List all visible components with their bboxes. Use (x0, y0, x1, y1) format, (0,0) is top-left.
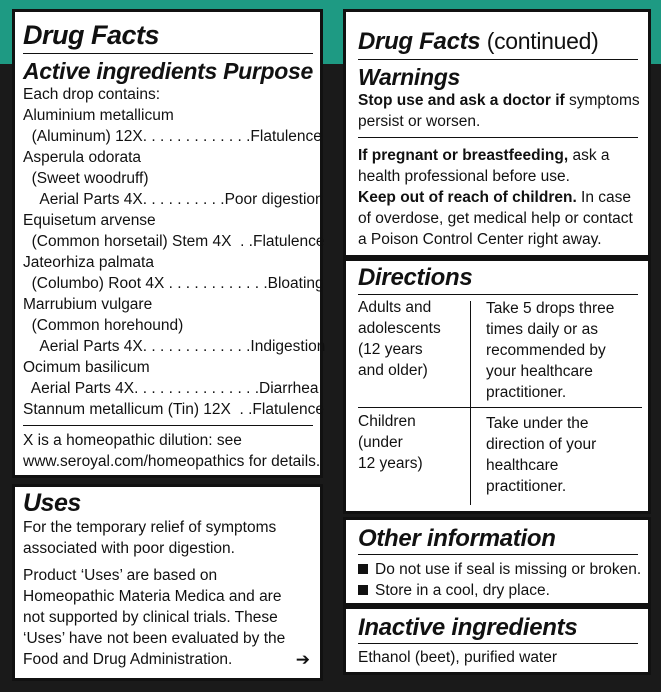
warnings-heading: Warnings (358, 64, 460, 90)
divider (358, 554, 638, 555)
children-dose-cell (486, 413, 596, 497)
list-item (358, 580, 638, 601)
pregnant-line2: health professional before use. (358, 168, 570, 185)
ingredient-row (23, 189, 324, 210)
keep-out-rest: In case (576, 189, 632, 206)
cell-line: (12 years (358, 341, 423, 358)
ingredient-purpose: Indigestion (250, 338, 326, 355)
list-item (358, 559, 642, 580)
cell-line: practitioner. (486, 384, 567, 401)
ingredient-row (23, 273, 324, 294)
dilution-note-line: www.seroyal.com/homeopathics for details. (23, 453, 321, 470)
ingredient-row (23, 315, 313, 336)
uses-line: ‘Uses’ have not been evaluated by the (23, 630, 286, 647)
cell-line: your healthcare (486, 363, 593, 380)
ingredient-text: (Sweet woodruff) (23, 170, 149, 187)
ingredient-row (23, 126, 322, 147)
divider (23, 425, 313, 426)
uses-line: For the temporary relief of symptoms (23, 519, 277, 536)
pregnant-line (358, 145, 638, 166)
directions-panel (343, 258, 651, 514)
list-item-text: Store in a cool, dry place. (375, 582, 550, 599)
ingredient-text: Jateorhiza palmata (23, 254, 154, 271)
ingredient-row (23, 336, 326, 357)
bullet-square-icon (358, 585, 368, 595)
active-ingredients-panel (12, 9, 326, 478)
ingredient-text: Marrubium vulgare (23, 296, 153, 313)
bullet-square-icon (358, 564, 368, 574)
cell-line: Take 5 drops three (486, 300, 615, 317)
cell-line: times daily or as (486, 321, 598, 338)
ingredient-row (23, 168, 313, 189)
ingredient-row (23, 210, 313, 231)
other-information-panel (343, 517, 651, 606)
ingredient-purpose: Diarrhea (259, 380, 319, 397)
drug-facts-title: Drug Facts (23, 20, 160, 50)
continue-arrow-icon: ➔ (295, 650, 310, 669)
cell-line: adolescents (358, 320, 441, 337)
ingredient-text: (Columbo) Root 4X . . . . . . . . . . . . (23, 275, 268, 292)
active-ingredients-header (23, 58, 313, 84)
cell-line: 12 years) (358, 455, 423, 472)
purpose-heading: Purpose (223, 58, 313, 84)
ingredient-text: Aluminium metallicum (23, 107, 174, 124)
divider (358, 643, 638, 644)
directions-table (358, 295, 638, 507)
table-vertical-rule (470, 301, 471, 505)
dilution-note-line: X is a homeopathic dilution: see (23, 432, 242, 449)
ingredient-purpose: Bloating (267, 275, 324, 292)
drug-facts-title: Drug Facts (358, 28, 481, 55)
adults-dose-cell (486, 298, 614, 403)
cell-line: practitioner. (486, 478, 567, 495)
ingredient-purpose: Flatulence (253, 233, 325, 250)
ingredient-row (23, 252, 313, 273)
cell-line: direction of your (486, 436, 597, 453)
ingredient-text: Asperula odorata (23, 149, 142, 166)
uses-line: Product ‘Uses’ are based on (23, 567, 218, 584)
cell-line: Take under the (486, 415, 589, 432)
ingredient-text: Equisetum arvense (23, 212, 156, 229)
inactive-ingredients-heading: Inactive ingredients (358, 614, 578, 641)
ingredient-row (23, 147, 313, 168)
ingredient-text: Aerial Parts 4X. . . . . . . . . . . . . . . (23, 380, 260, 397)
uses-line: not supported by clinical trials. These (23, 609, 278, 626)
adults-cell (358, 297, 441, 381)
ingredient-text: (Common horehound) (23, 317, 184, 334)
keep-out-line3: a Poison Control Center right away. (358, 231, 602, 248)
cell-line: healthcare (486, 457, 559, 474)
ingredient-text: Ocimum basilicum (23, 359, 150, 376)
other-information-heading: Other information (358, 525, 556, 552)
drug-facts-continued-title (358, 28, 638, 55)
stop-use-line (358, 90, 638, 111)
ingredient-text: Aerial Parts 4X. . . . . . . . . . . . . (23, 338, 251, 355)
uses-line: associated with poor digestion. (23, 540, 235, 557)
ingredient-text: Aerial Parts 4X. . . . . . . . . . (23, 191, 225, 208)
uses-heading: Uses (23, 489, 81, 517)
children-cell (358, 411, 423, 474)
ingredient-purpose: Flatulence (250, 128, 322, 145)
uses-panel (12, 484, 323, 681)
ingredient-row (23, 294, 313, 315)
divider (23, 53, 313, 54)
ingredient-row (23, 357, 313, 378)
each-drop-text: Each drop contains: (23, 86, 161, 103)
keep-out-line (358, 187, 638, 208)
ingredient-text: Stannum metallicum (Tin) 12X . . (23, 401, 253, 418)
pregnant-rest: ask a (568, 147, 610, 164)
uses-line: Homeopathic Materia Medica and are (23, 588, 282, 605)
inactive-ingredients-panel (343, 606, 651, 675)
ingredient-text: (Aluminum) 12X. . . . . . . . . . . . . (23, 128, 251, 145)
pregnant-bold: If pregnant or breastfeeding, (358, 147, 569, 164)
cell-line: recommended by (486, 342, 606, 359)
cell-line: (under (358, 434, 403, 451)
cell-line: Adults and (358, 299, 432, 316)
divider (358, 59, 638, 60)
inactive-ingredients-text: Ethanol (beet), purified water (358, 649, 558, 666)
directions-heading: Directions (358, 264, 473, 291)
stop-use-bold: Stop use and ask a doctor if (358, 92, 565, 109)
table-row-divider (358, 407, 642, 408)
ingredient-purpose: Poor digestion (224, 191, 324, 208)
ingredient-purpose: Flatulence (252, 401, 324, 418)
continued-label: (continued) (486, 28, 599, 54)
ingredient-row (23, 378, 319, 399)
cell-line: Children (358, 413, 416, 430)
ingredient-row (23, 231, 325, 252)
ingredient-text: (Common horsetail) Stem 4X . . (23, 233, 253, 250)
divider (358, 137, 638, 138)
active-ingredients-heading: Active ingredients (23, 58, 217, 84)
stop-use-rest: symptoms (564, 92, 640, 109)
list-item-text: Do not use if seal is missing or broken. (375, 561, 642, 578)
keep-out-bold: Keep out of reach of children. (358, 189, 577, 206)
cell-line: and older) (358, 362, 428, 379)
ingredient-row (23, 399, 324, 420)
ingredient-row (23, 105, 313, 126)
stop-use-line2: persist or worsen. (358, 113, 481, 130)
keep-out-line2: of overdose, get medical help or contact (358, 210, 633, 227)
warnings-panel (343, 9, 651, 258)
uses-line: Food and Drug Administration. (23, 651, 233, 668)
ingredient-list (23, 105, 326, 420)
